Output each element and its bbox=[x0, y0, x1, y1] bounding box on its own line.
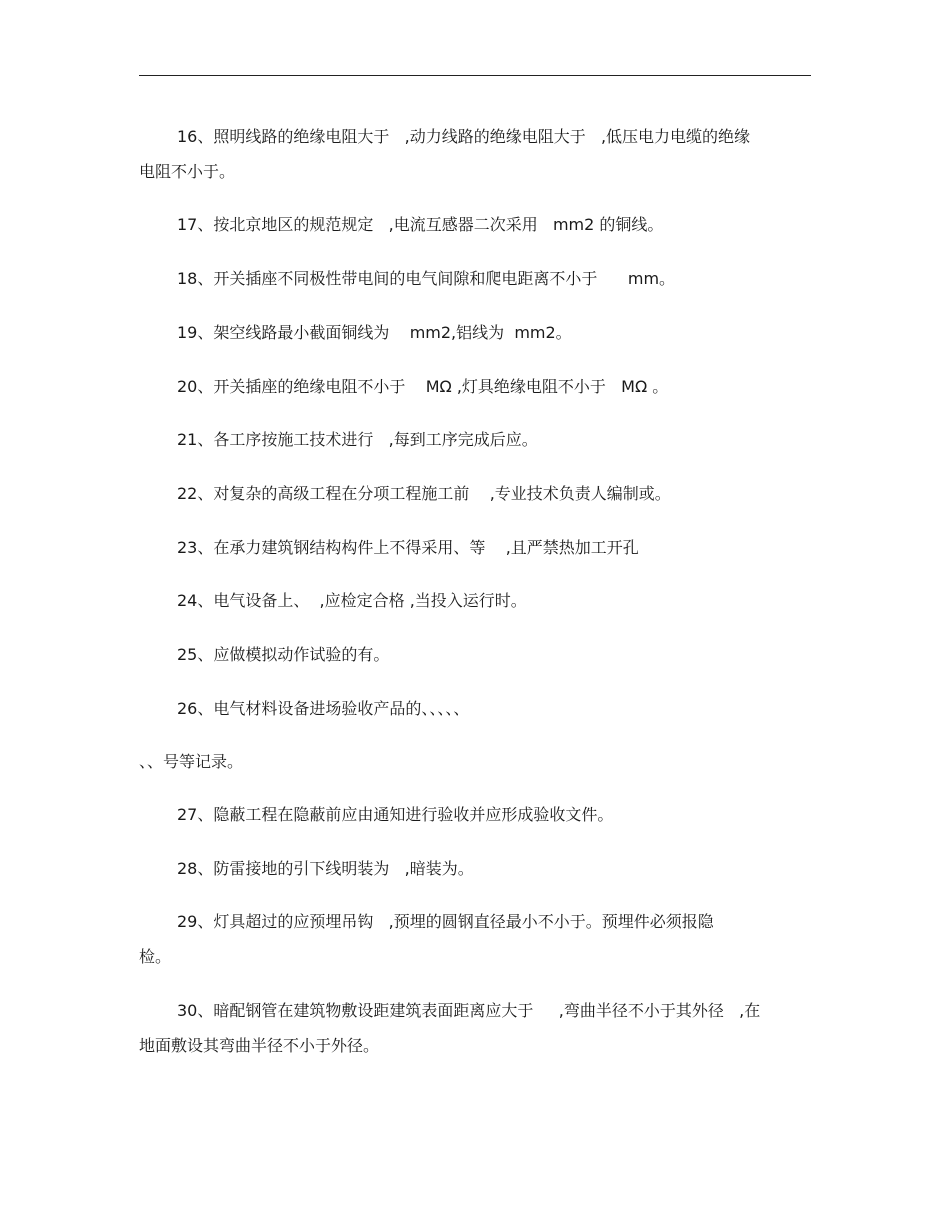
question-21: 21、各工序按施工技术进行 ,每到工序完成后应。 bbox=[177, 430, 538, 449]
question-25: 25、应做模拟动作试验的有。 bbox=[177, 645, 390, 664]
question-19: 19、架空线路最小截面铜线为 mm2,铝线为 mm2。 bbox=[177, 323, 572, 342]
question-26-line-1: 26、电气材料设备进场验收产品的、、、、、 bbox=[177, 699, 470, 718]
question-30-line-1: 30、暗配钢管在建筑物敷设距建筑表面距离应大于 ,弯曲半径不小于其外径 ,在 bbox=[177, 1001, 761, 1020]
question-22: 22、对复杂的高级工程在分项工程施工前 ,专业技术负责人编制或。 bbox=[177, 484, 671, 503]
question-26-line-2: 、、号等记录。 bbox=[139, 752, 244, 771]
question-27: 27、隐蔽工程在隐蔽前应由通知进行验收并应形成验收文件。 bbox=[177, 805, 614, 824]
question-16-line-2: 电阻不小于。 bbox=[139, 162, 236, 181]
header-rule bbox=[139, 75, 811, 76]
question-24: 24、电气设备上、 ,应检定合格 ,当投入运行时。 bbox=[177, 591, 527, 610]
question-29-line-1: 29、灯具超过的应预埋吊钩 ,预埋的圆钢直径最小不小于。预埋件必须报隐 bbox=[177, 912, 714, 931]
question-20: 20、开关插座的绝缘电阻不小于 MΩ ,灯具绝缘电阻不小于 MΩ 。 bbox=[177, 377, 669, 396]
question-17: 17、按北京地区的规范规定 ,电流互感器二次采用 mm2 的铜线。 bbox=[177, 215, 664, 234]
question-29-line-2: 检。 bbox=[139, 947, 172, 966]
question-18: 18、开关插座不同极性带电间的电气间隙和爬电距离不小于 mm。 bbox=[177, 269, 676, 288]
question-23: 23、在承力建筑钢结构构件上不得采用、等 ,且严禁热加工开孔 bbox=[177, 538, 639, 557]
question-28: 28、防雷接地的引下线明装为 ,暗装为。 bbox=[177, 859, 474, 878]
question-30-line-2: 地面敷设其弯曲半径不小于外径。 bbox=[139, 1036, 380, 1055]
question-16-line-1: 16、照明线路的绝缘电阻大于 ,动力线路的绝缘电阻大于 ,低压电力电缆的绝缘 bbox=[177, 127, 751, 146]
